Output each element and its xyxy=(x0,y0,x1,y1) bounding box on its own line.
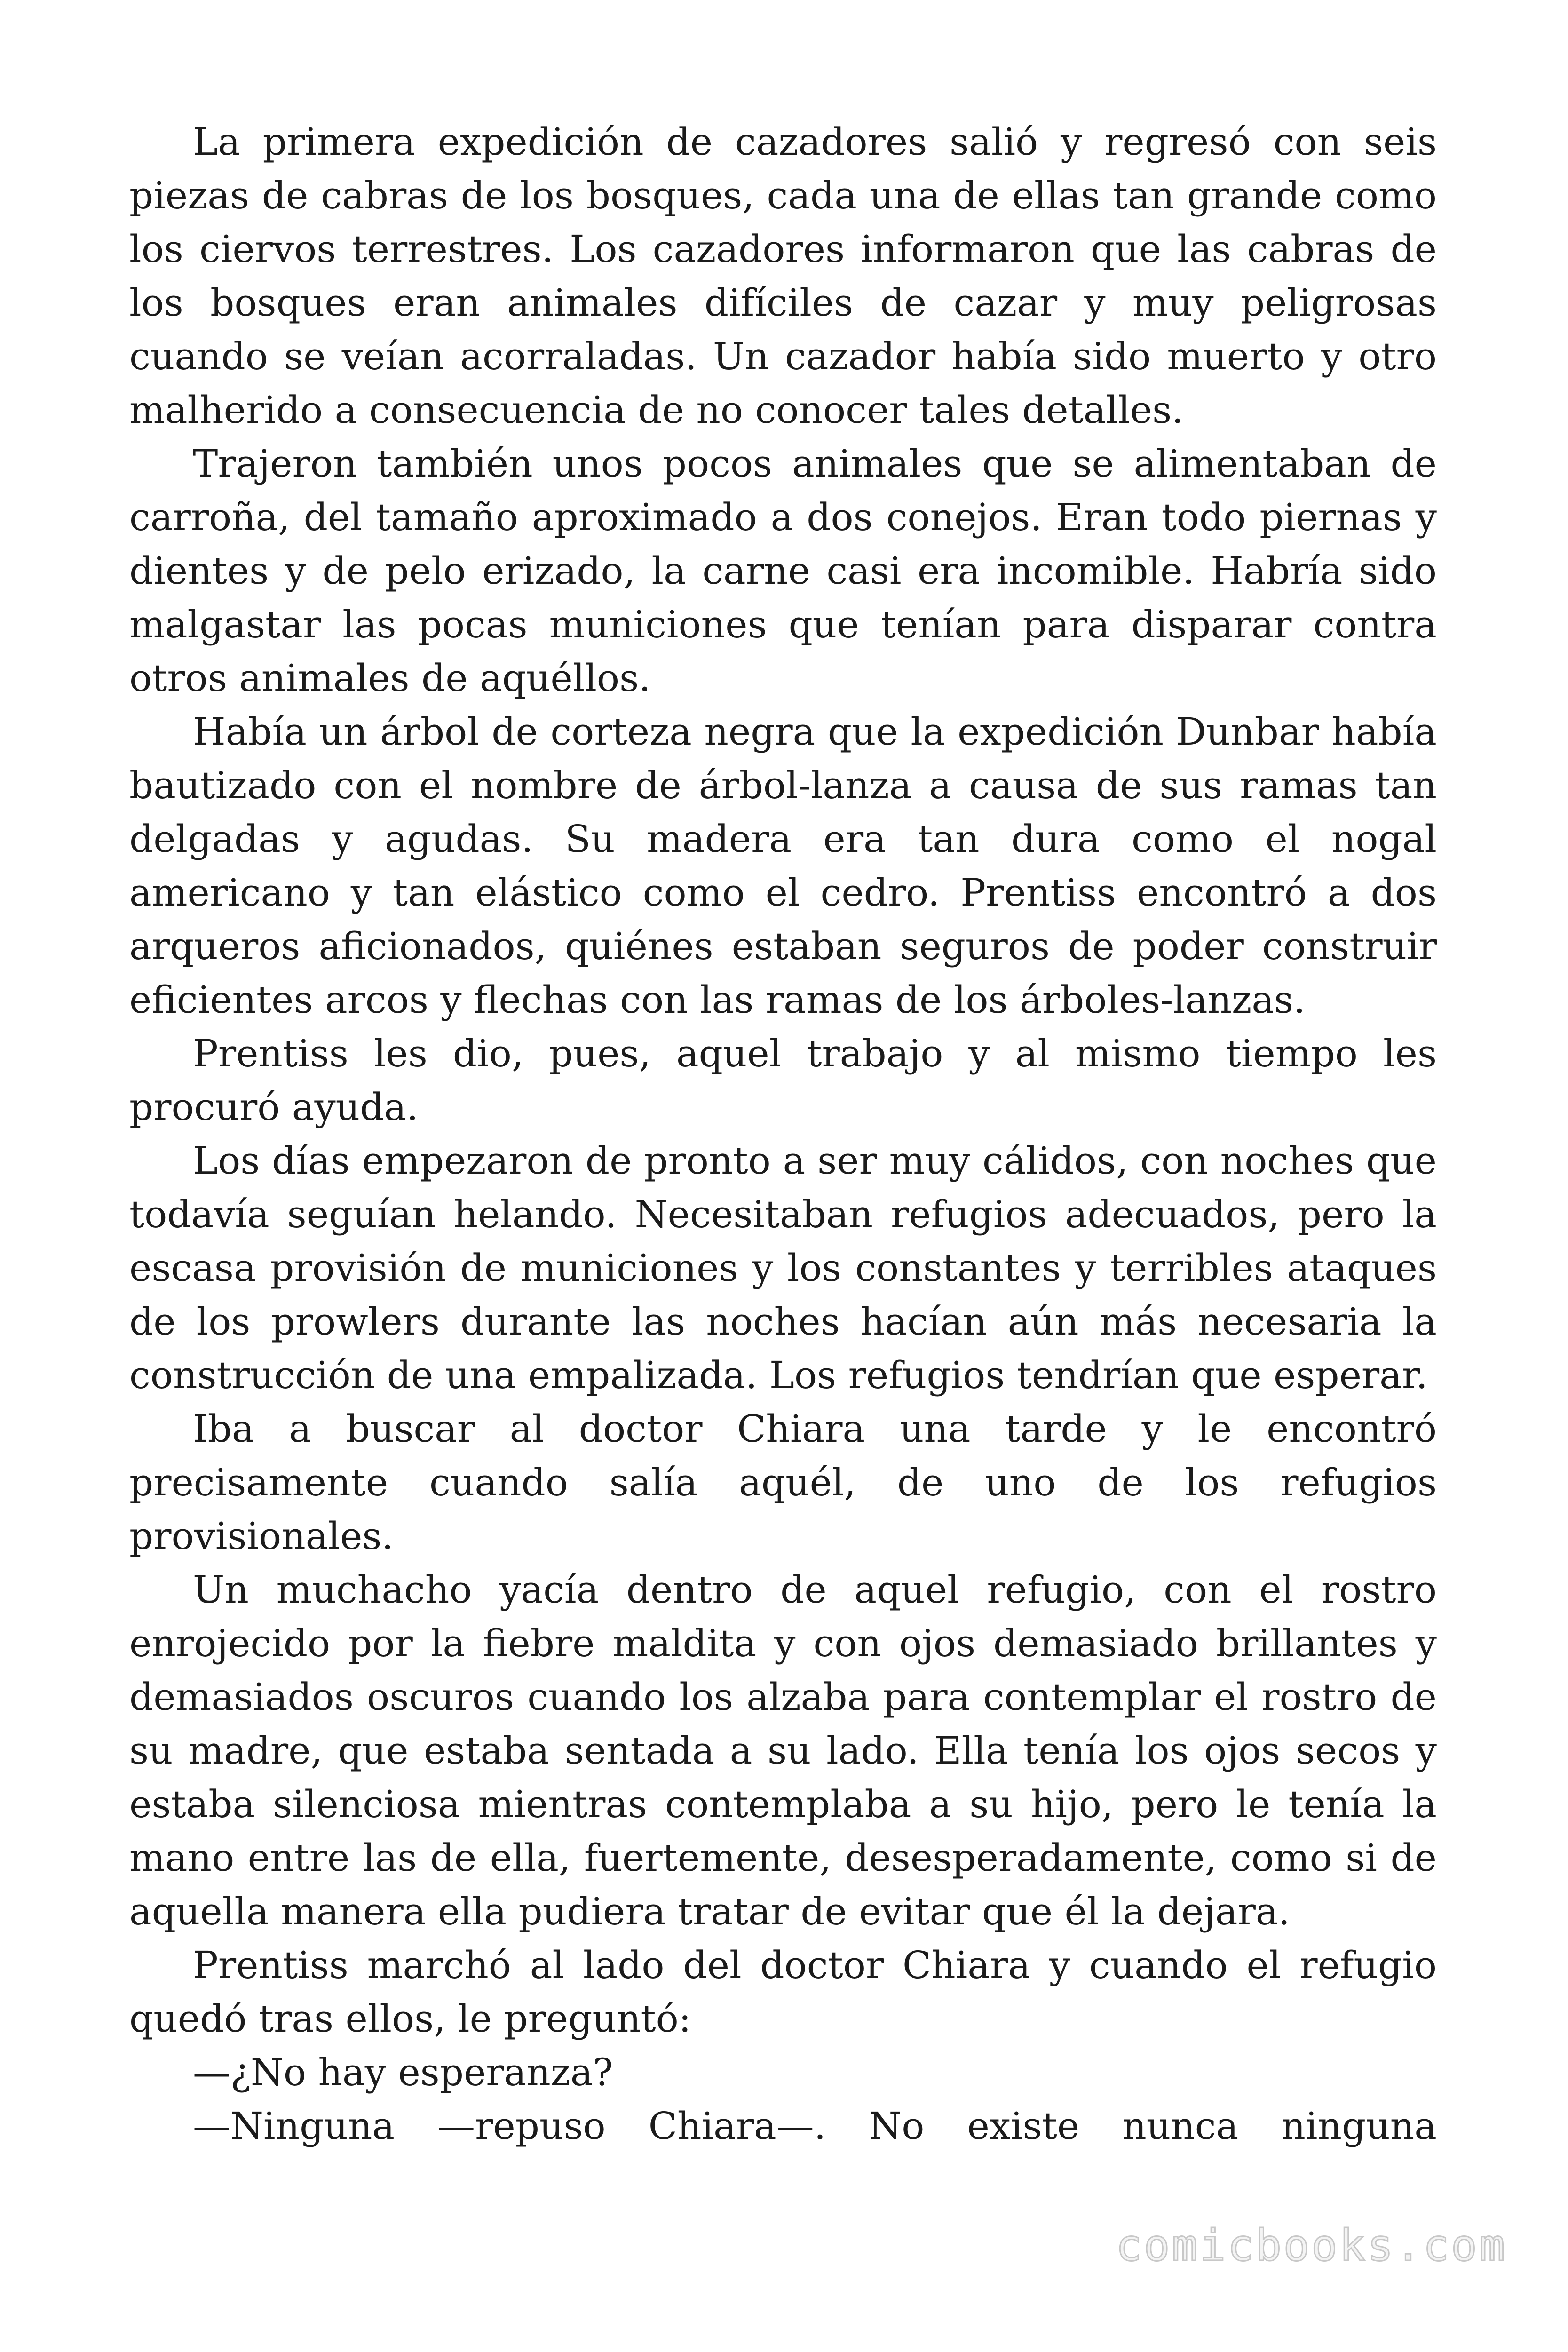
paragraph: Iba a buscar al doctor Chiara una tarde y le encontró precisamente cuando salía aquél, de uno de los refugios provisionales. xyxy=(129,1407,1437,1558)
paragraph: La primera expedición de cazadores salió y regresó con seis piezas de cabras de los bosques, cada una de ellas tan grande como los ciervos terrestres. Los cazadores informaron que las cabras de los bosques eran animales difíciles de cazar y muy peligrosas cuando se veían acorraladas. Un cazador había sido muerto y otro malherido a consecuencia de no conocer tales detalles. xyxy=(129,120,1437,432)
paragraph: Los días empezaron de pronto a ser muy cálidos, con noches que todavía seguían helando. Necesitaban refugios adecuados, pero la escasa provisión de municiones y los constantes y terribles ataques de los prowlers durante las noches hacían aún más necesaria la construcción de una empalizada. Los refugios tendrían que esperar. xyxy=(129,1139,1437,1397)
paragraph-continued: —Ninguna —repuso Chiara—. No existe nunca ninguna xyxy=(193,2104,1437,2148)
page-text xyxy=(129,115,1437,2153)
paragraph: Trajeron también unos pocos animales que se alimentaban de carroña, del tamaño aproximado a dos conejos. Eran todo piernas y dientes y de pelo erizado, la carne casi era incomible. Habría sido malgastar las pocas municiones que tenían para disparar contra otros animales de aquéllos. xyxy=(129,442,1437,700)
watermark: comicbooks.com xyxy=(1116,2220,1507,2271)
paragraph: Prentiss les dio, pues, aquel trabajo y al mismo tiempo les procuró ayuda. xyxy=(129,1032,1437,1129)
paragraph: Un muchacho yacía dentro de aquel refugio, con el rostro enrojecido por la fiebre maldita y con ojos demasiado brillantes y demasiados oscuros cuando los alzaba para contemplar el rostro de su madre, que estaba sentada a su lado. Ella tenía los ojos secos y estaba silenciosa mientras contemplaba a su hijo, pero le tenía la mano entre las de ella, fuertemente, desesperadamente, como si de aquella manera ella pudiera tratar de evitar que él la dejara. xyxy=(129,1568,1437,1933)
paragraph: Prentiss marchó al lado del doctor Chiara y cuando el refugio quedó tras ellos, le preguntó: xyxy=(129,1943,1437,2041)
paragraph: —¿No hay esperanza? xyxy=(193,2050,613,2094)
paragraph: Había un árbol de corteza negra que la expedición Dunbar había bautizado con el nombre de árbol-lanza a causa de sus ramas tan delgadas y agudas. Su madera era tan dura como el nogal americano y tan elástico como el cedro. Prentiss encontró a dos arqueros aficionados, quiénes estaban seguros de poder construir eficientes arcos y flechas con las ramas de los árboles-lanzas. xyxy=(129,710,1437,1022)
